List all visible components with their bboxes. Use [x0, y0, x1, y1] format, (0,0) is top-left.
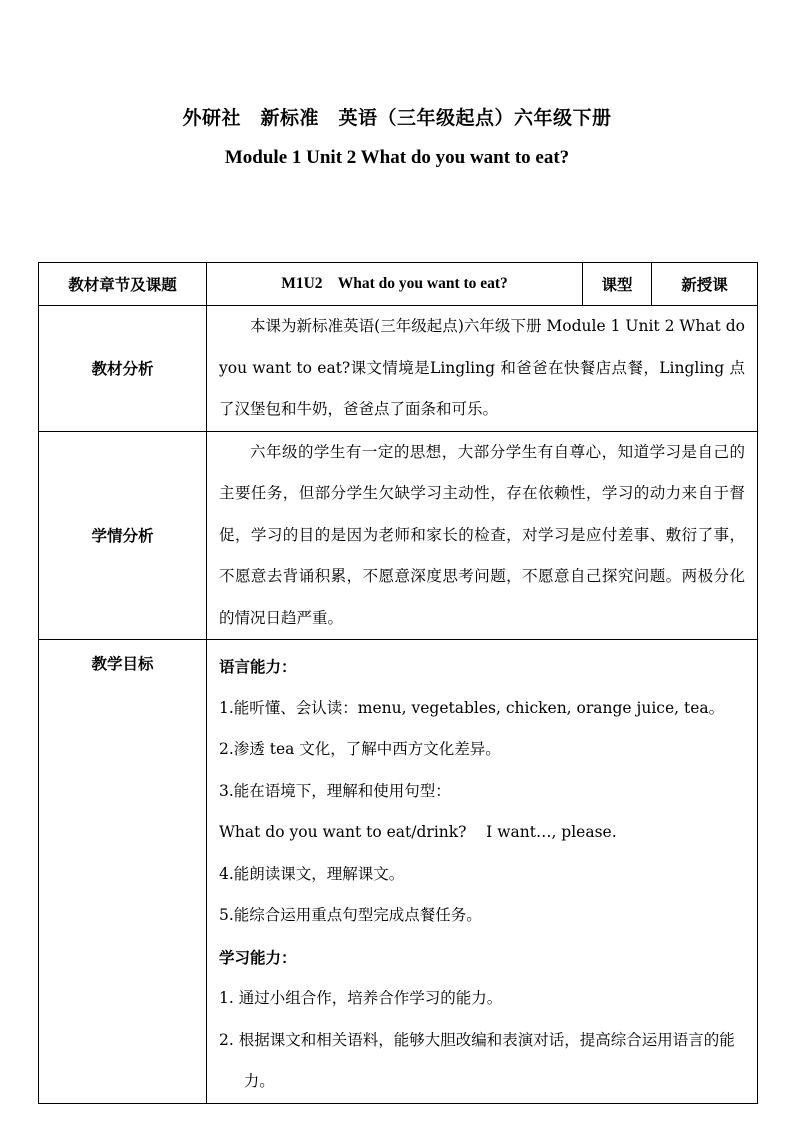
goal-item: 2.渗透 tea 文化，了解中西方文化差异。 [219, 740, 501, 758]
textbook-analysis-text: 本课为新标准英语(三年级起点)六年级下册 Module 1 Unit 2 What do you want to eat?课文情境是Lingling 和爸爸在快餐店点餐，Lingling 点了汉堡包和牛奶，爸爸点了面条和可乐。 [219, 317, 745, 418]
textbook-analysis-label: 教材分析 [39, 306, 207, 432]
document-title: 外研社 新标准 英语（三年级起点）六年级下册 [182, 107, 612, 129]
goal-item: 1.能听懂、会认读：menu, vegetables, chicken, orange juice, tea。 [219, 698, 725, 717]
goal-item: 5.能综合运用重点句型完成点餐任务。 [219, 906, 482, 924]
learner-analysis-text: 六年级的学生有一定的思想，大部分学生有自尊心，知道学习是自己的主要任务，但部分学生欠缺学习主动性，存在依赖性，学习的动力来自于督促，学习的目的是因为老师和家长的检查，对学习是应付差事、敷衍了事，不愿意去背诵积累，不愿意深度思考问题，不愿意自己探究问题。两极分化的情况日趋严重。 [219, 442, 745, 627]
table-row-textbook [39, 306, 758, 432]
learning-ability-header: 学习能力： [219, 947, 297, 967]
textbook-analysis-cell [207, 306, 758, 432]
document-subtitle: Module 1 Unit 2 What do you want to eat? [224, 147, 570, 168]
learner-analysis-cell [207, 431, 758, 640]
teaching-goals-label: 教学目标 [39, 640, 207, 1104]
table-row-chapter [39, 263, 758, 306]
table-row-goals [39, 640, 758, 1104]
teaching-goals-content [207, 640, 757, 1103]
goal-item: 1. 通过小组合作，培养合作学习的能力。 [219, 989, 503, 1007]
goal-item: 4.能朗读课文，理解课文。 [219, 864, 405, 883]
goal-item: 3.能在语境下，理解和使用句型： [219, 781, 451, 800]
table-row-learners [39, 431, 758, 640]
chapter-label: 教材章节及课题 [39, 263, 207, 306]
lesson-type-label: 课型 [583, 263, 652, 306]
goal-item-sentence-pattern: What do you want to eat/drink? I want…, please. [219, 823, 617, 841]
learner-analysis-label: 学情分析 [39, 431, 207, 640]
goal-item: 2. 根据课文和相关语料，能够大胆改编和表演对话，提高综合运用语言的能力。 [219, 1030, 735, 1090]
lesson-title-cell: M1U2 What do you want to eat? [207, 263, 583, 306]
teaching-goals-cell [207, 640, 758, 1104]
language-ability-header: 语言能力： [219, 657, 297, 676]
lesson-type-value: 新授课 [652, 263, 758, 306]
lesson-plan-table [38, 262, 758, 1104]
